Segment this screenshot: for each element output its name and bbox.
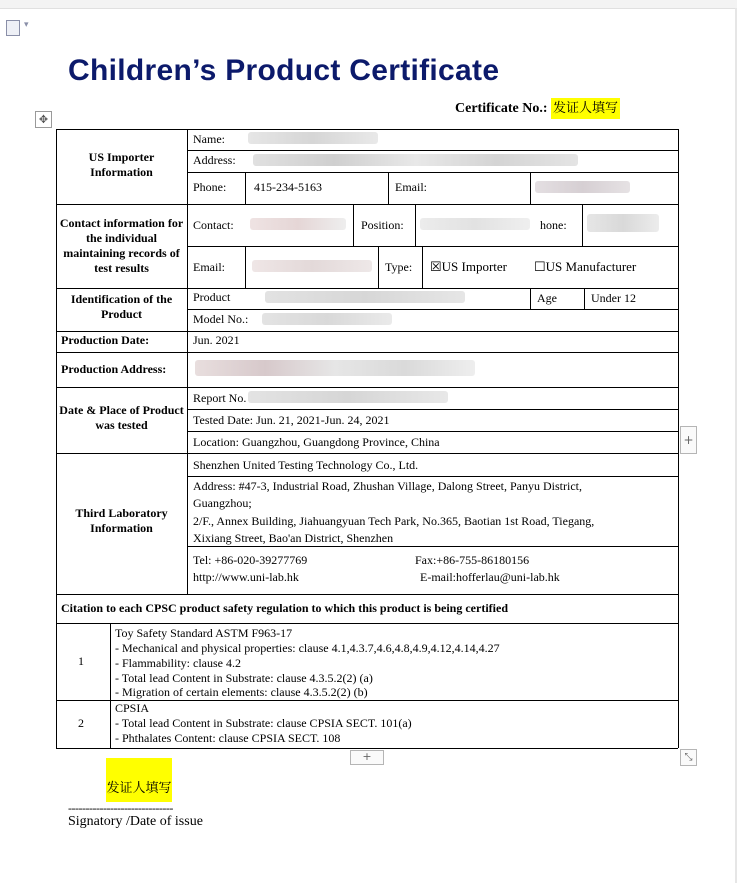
lab-section-label: Third Laboratory Information [75,506,168,535]
redacted-report [248,391,448,403]
model-label: Model No.: [193,312,249,326]
citation-index-1: 1 [78,654,84,668]
citation-2-line-1: CPSIA [115,701,150,715]
importer-phone-label: Phone: [193,180,227,194]
lab-website[interactable]: http://www.uni-lab.hk [193,570,299,584]
signature-label: Signatory /Date of issue [68,814,203,829]
contact-position-label: Position: [361,218,404,232]
add-row-plus-icon[interactable]: + [350,750,384,765]
lab-fax: Fax:+86-755-86180156 [415,553,530,567]
citation-index-2: 2 [78,716,84,730]
page-title: Children’s Product Certificate [68,54,500,87]
redacted-email [535,181,630,193]
contact-name-label: Contact: [193,218,234,232]
citation-1-line-2: - Mechanical and physical properties: clause 4.1,4.3.7,4.6,4.8,4.9,4.12,4.14,4.27 [115,641,500,655]
resize-icon[interactable]: ⤡ [680,749,697,766]
type-manufacturer-checkbox[interactable]: ☐US Manufacturer [534,259,637,274]
citation-1-line-5: - Migration of certain elements: clause 4.3.5.2(2) (b) [115,685,368,699]
redacted-model [262,313,392,325]
importer-email-label: Email: [395,180,427,194]
lab-address-line-2: Guangzhou; [193,496,252,510]
tested-section-label: Date & Place of Product was tested [59,403,184,432]
production-date-value: Jun. 2021 [193,333,240,347]
citation-1-line-3: - Flammability: clause 4.2 [115,656,241,670]
certificate-number-label: Certificate No.: [455,101,548,116]
contact-email-label: Email: [193,260,225,274]
contact-section-label: Contact information for the individual maintaining records of test results [59,216,184,275]
redacted-production-address [195,360,475,376]
lab-address-line-1: Address: #47-3, Industrial Road, Zhushan Village, Dalong Street, Panyu District, [193,479,582,493]
contact-phone-label: hone: [540,218,567,232]
lab-tel: Tel: +86-020-39277769 [193,553,308,567]
type-importer-checkbox[interactable]: ☒US Importer [430,259,508,274]
move-handle-icon[interactable]: ✥ [35,111,52,128]
signature-line: ------------------------------ [68,801,173,815]
age-value: Under 12 [591,291,636,305]
certificate-number-value[interactable]: 发证人填写 [551,98,620,119]
age-label: Age [537,291,557,305]
lab-address-line-3: 2/F., Annex Building, Jiahuangyuan Tech Park, No.365, Baotian 1st Road, Tiegang, [193,514,595,528]
redacted-phone [587,214,659,232]
citation-section-label: Citation to each CPSC product safety regulation to which this product is being certified [61,601,508,615]
production-address-label: Production Address: [61,362,167,376]
add-column-plus-icon[interactable]: + [680,426,697,454]
production-date-label: Production Date: [61,333,150,347]
certificate-number [455,97,620,117]
window-top-bar [0,0,737,9]
redacted-position [420,218,530,230]
product-section-label: Identification of the Product [70,292,173,321]
document-icon[interactable] [6,20,20,36]
redacted-name [248,132,378,144]
redacted-contact-email [252,260,372,272]
lab-address-line-4: Xixiang Street, Bao'an District, Shenzhen [193,531,394,545]
citation-2-line-3: - Phthalates Content: clause CPSIA SECT. 108 [115,731,341,745]
importer-phone-value: 415-234-5163 [254,180,322,194]
lab-email[interactable]: E-mail:hofferlau@uni-lab.hk [420,570,560,584]
signature-placeholder[interactable]: 发证人填写 [106,758,172,802]
report-label: Report No. [193,391,247,405]
redacted-contact [250,218,346,230]
importer-name-label: Name: [193,132,225,146]
test-location: Location: Guangzhou, Guangdong Province, China [193,435,440,449]
citation-2-line-2: - Total lead Content in Substrate: clause CPSIA SECT. 101(a) [115,716,412,730]
lab-name: Shenzhen United Testing Technology Co., Ltd. [193,458,419,472]
product-label: Product [193,290,231,304]
tested-date: Tested Date: Jun. 21, 2021-Jun. 24, 2021 [193,413,390,427]
chevron-down-icon[interactable]: ▾ [24,20,29,30]
citation-1-line-1: Toy Safety Standard ASTM F963-17 [115,626,293,640]
contact-type-label: Type: [385,260,413,274]
importer-address-label: Address: [193,153,236,167]
redacted-product [265,291,465,303]
importer-section-label: US Importer Information [88,150,155,179]
redacted-address [253,154,578,166]
citation-1-line-4: - Total lead Content in Substrate: clause 4.3.5.2(2) (a) [115,671,373,685]
